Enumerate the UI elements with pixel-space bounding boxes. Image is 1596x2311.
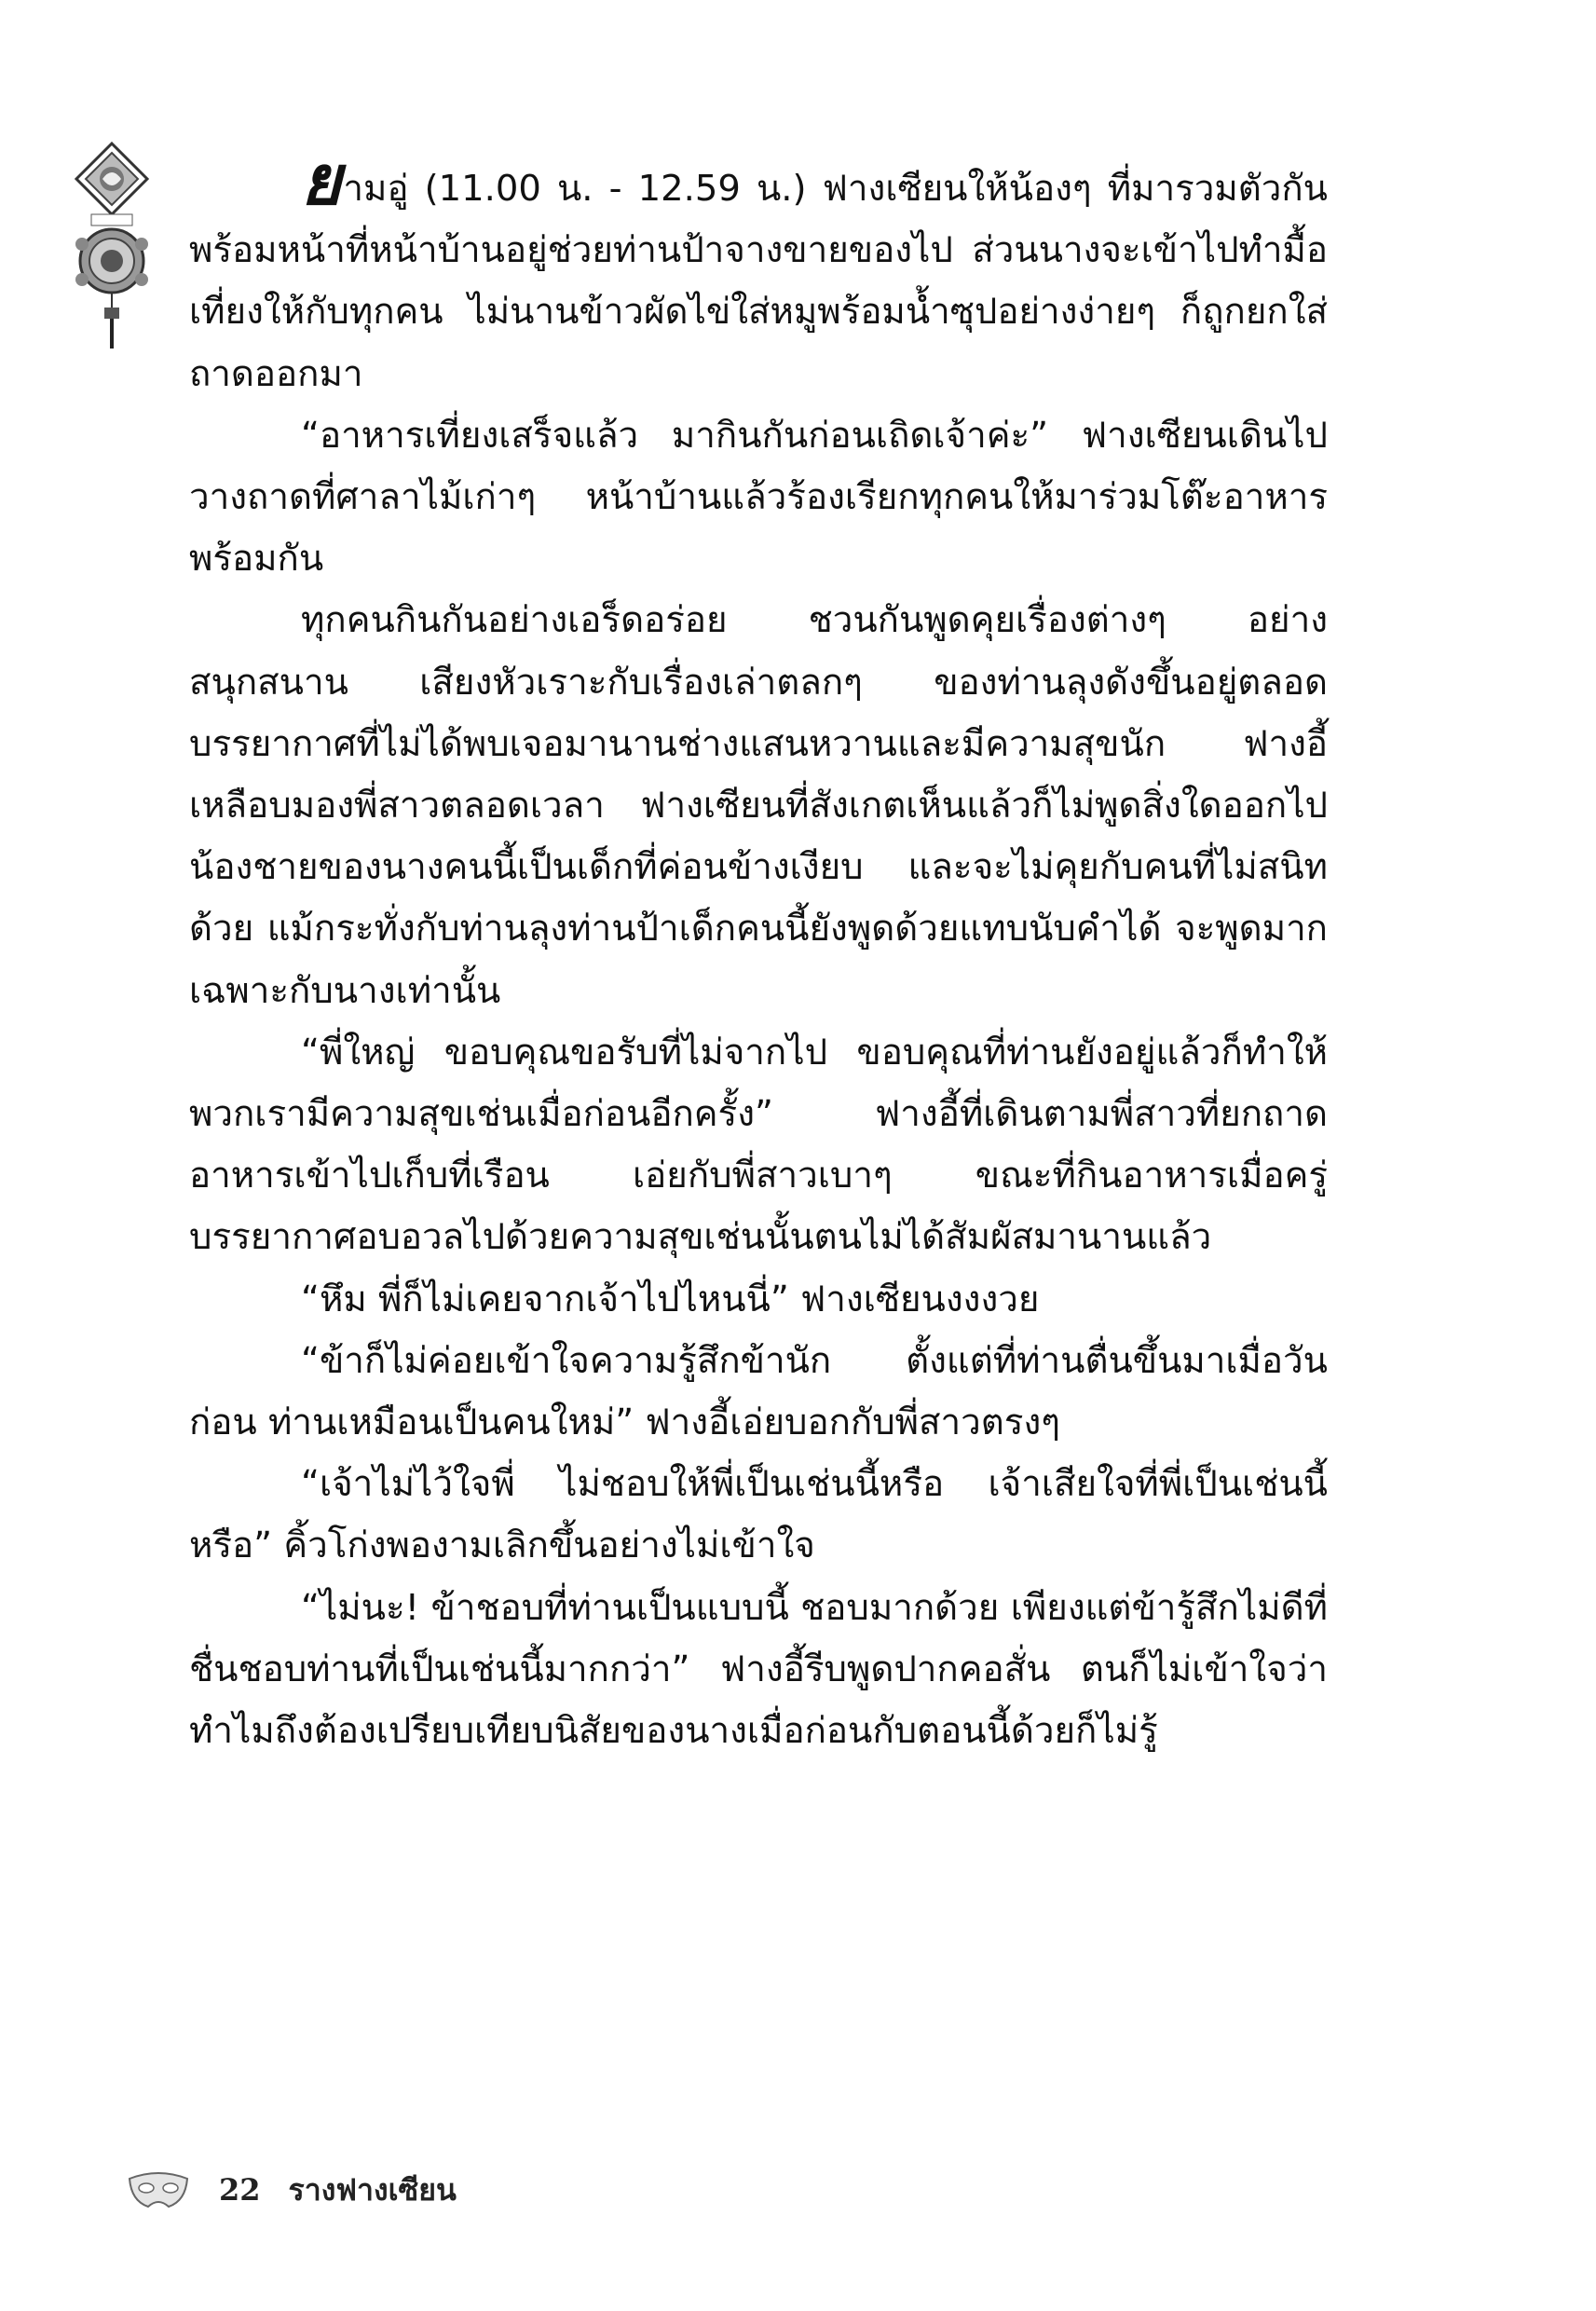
paragraph-5: “หึม พี่ก็ไม่เคยจากเจ้าไปไหนนี่” ฟางเซียนงงงวย	[301, 1278, 1040, 1320]
paragraph-3: ทุกคนกินกันอย่างเอร็ดอร่อย ชวนกันพูดคุยเรื่องต่างๆ อย่างสนุกสนาน เสียงหัวเราะกับเรื่องเล่าตลกๆ ของท่านลุงดังขึ้นอยู่ตลอด บรรยากาศที่ไม่ได้พบเจอมานานช่างแสนหวานและมีความสุขนัก ฟางอี้เหลือบมองพี่สาวตลอดเวลา ฟางเซียนที่สังเกตเห็นแล้วก็ไม่พูดสิ่งใดออกไป น้องชายของนางคนนี้เป็นเด็กที่ค่อนข้างเงียบ และจะไม่คุยกับคนที่ไม่สนิทด้วย แม้กระทั่งกับท่านลุงท่านป้าเด็กคนนี้ยังพูดด้วยแทบนับคำได้ จะพูดมากเฉพาะกับนางเท่านั้น	[189, 599, 1328, 1012]
paragraph-4: “พี่ใหญ่ ขอบคุณขอรับที่ไม่จากไป ขอบคุณที่ท่านยังอยู่แล้วก็ทำให้พวกเรามีความสุขเช่นเมื่อก่อนอีกครั้ง” ฟางอี้ที่เดินตามพี่สาวที่ยกถาดอาหารเข้าไปเก็บที่เรือน เอ่ยกับพี่สาวเบาๆ ขณะที่กินอาหารเมื่อครู่บรรยากาศอบอวลไปด้วยความสุขเช่นนั้นตนไม่ได้สัมผัสมานานแล้ว	[189, 1031, 1328, 1259]
book-title: รางฟางเซียน	[288, 2171, 457, 2208]
paragraph-8: “ไม่นะ! ข้าชอบที่ท่านเป็นแบบนี้ ชอบมากด้วย เพียงแต่ข้ารู้สึกไม่ดีที่ชื่นชอบท่านที่เป็นเช่นนี้มากกว่า” ฟางอี้รีบพูดปากคอสั่น ตนก็ไม่เข้าใจว่าทำไมถึงต้องเปรียบเทียบนิสัยของนางเมื่อก่อนกับตอนนี้ด้วยก็ไม่รู้	[189, 1586, 1328, 1753]
drop-cap: ย	[301, 141, 342, 221]
paragraph-2: “อาหารเที่ยงเสร็จแล้ว มากินกันก่อนเถิดเจ้าค่ะ” ฟางเซียนเดินไปวางถาดที่ศาลาไม้เก่าๆ หน้าบ้านแล้วร้องเรียกทุกคนให้มาร่วมโต๊ะอาหารพร้อมกัน	[189, 414, 1328, 581]
decorative-emblem-icon	[65, 140, 158, 354]
page-footer	[126, 2162, 457, 2218]
paragraph-7: “เจ้าไม่ไว้ใจพี่ ไม่ชอบให้พี่เป็นเช่นนี้หรือ เจ้าเสียใจที่พี่เป็นเช่นนี้หรือ” คิ้วโก่งพองามเลิกขึ้นอย่างไม่เข้าใจ	[189, 1463, 1328, 1567]
page-number: 22	[219, 2172, 261, 2208]
diamond-emblem	[76, 144, 147, 214]
paragraph-1	[189, 141, 1328, 405]
paragraph-6: “ข้าก็ไม่ค่อยเข้าใจความรู้สึกข้านัก ตั้งแต่ที่ท่านตื่นขึ้นมาเมื่อวันก่อน ท่านเหมือนเป็นคนใหม่” ฟางอี้เอ่ยบอกกับพี่สาวตรงๆ	[189, 1339, 1328, 1444]
hanging-tassel	[104, 293, 119, 349]
body-text	[189, 141, 1328, 1762]
paragraph-1-text: ามอู่ (11.00 น. - 12.59 น.) ฟางเซียนให้น้องๆ ที่มารวมตัวกันพร้อมหน้าที่หน้าบ้านอยู่ช่วยท่านป้าจางขายของไป ส่วนนางจะเข้าไปทำมื้อเที่ยงให้กับทุกคน ไม่นานข้าวผัดไข่ใส่หมูพร้อมน้ำซุปอย่างง่ายๆ ก็ถูกยกใส่ถาดออกมา	[189, 168, 1328, 395]
flower-medallion	[75, 229, 148, 293]
mask-icon	[126, 2169, 191, 2210]
